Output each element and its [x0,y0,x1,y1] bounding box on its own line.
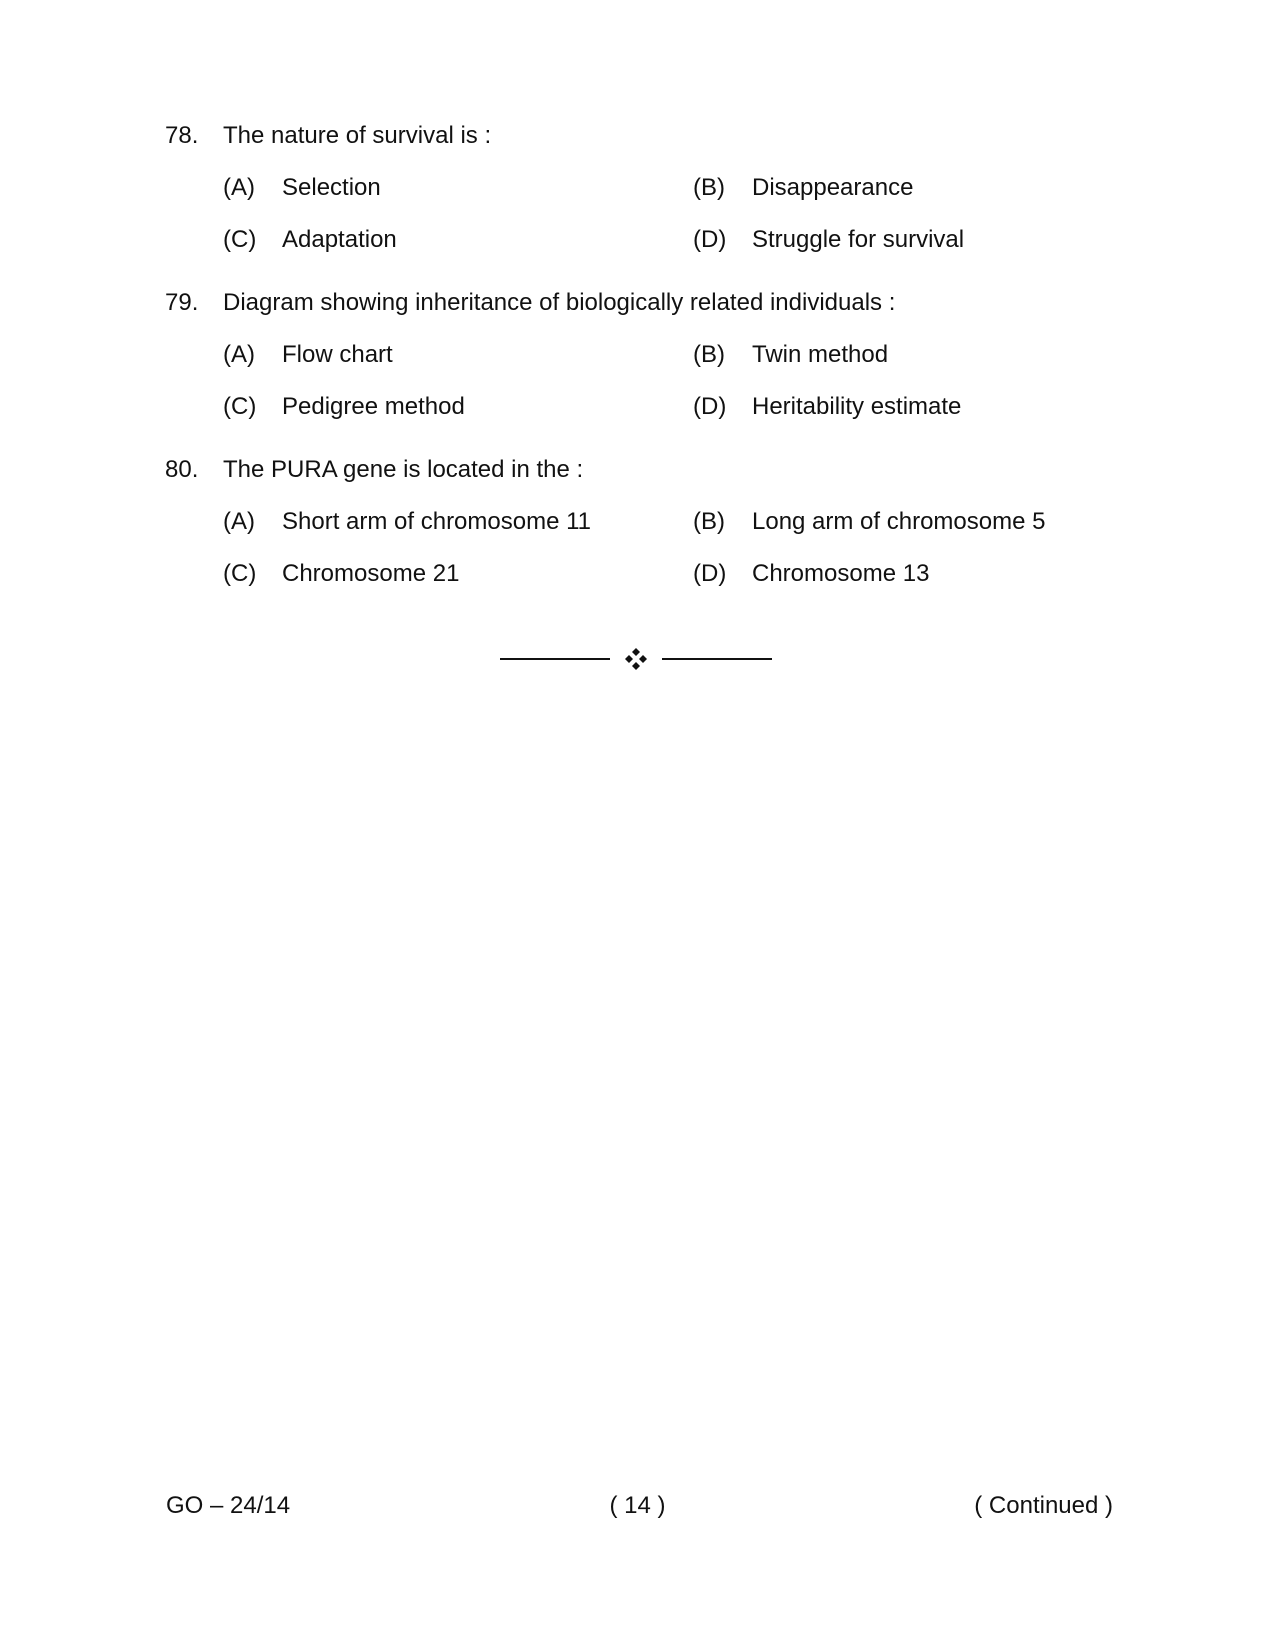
page-footer [0,1491,1275,1521]
options-row [0,174,1275,202]
option-letter: (D) [693,226,727,253]
option-d [0,226,1275,254]
section-divider [500,647,772,671]
option-text: Adaptation [282,226,397,253]
option-text: Short arm of chromosome 11 [282,508,592,535]
question-number: 78. [165,122,199,149]
paper-code: GO – 24/14 [166,1492,291,1519]
question-number: 80. [165,456,199,483]
option-text: Chromosome 13 [752,560,930,587]
option-d [0,560,1275,588]
question-text: The nature of survival is : [223,122,492,149]
question-row [0,289,1275,317]
option-text: Disappearance [752,174,914,201]
option-letter: (D) [693,560,727,587]
option-letter: (B) [693,174,725,201]
option-text: Pedigree method [282,393,465,420]
option-b [0,508,1275,536]
option-letter: (B) [693,341,725,368]
question-79 [0,289,1275,421]
option-letter: (A) [223,174,255,201]
question-text: Diagram showing inheritance of biologically related individuals : [223,289,896,316]
four-diamond-ornament-icon [623,647,649,671]
page-number: ( 14 ) [609,1492,666,1519]
option-text: Twin method [752,341,889,368]
options-row [0,560,1275,588]
option-letter: (C) [223,560,257,587]
question-number: 79. [165,289,199,316]
option-text: Selection [282,174,381,201]
options-row [0,226,1275,254]
divider-rule-left [500,658,610,660]
option-b [0,341,1275,369]
option-text: Chromosome 21 [282,560,460,587]
option-text: Flow chart [282,341,393,368]
option-letter: (C) [223,226,257,253]
continued-label: ( Continued ) [974,1492,1113,1519]
option-letter: (A) [223,341,255,368]
options-row [0,393,1275,421]
option-letter: (D) [693,393,727,420]
option-letter: (B) [693,508,725,535]
options-row [0,341,1275,369]
divider-rule-right [662,658,772,660]
option-letter: (A) [223,508,255,535]
option-text: Struggle for survival [752,226,965,253]
option-letter: (C) [223,393,257,420]
option-text: Heritability estimate [752,393,962,420]
question-text: The PURA gene is located in the : [223,456,584,483]
question-row [0,122,1275,150]
option-text: Long arm of chromosome 5 [752,508,1046,535]
option-b [0,174,1275,202]
options-row [0,508,1275,536]
question-80 [0,456,1275,588]
option-d [0,393,1275,421]
question-row [0,456,1275,484]
question-78 [0,122,1275,254]
